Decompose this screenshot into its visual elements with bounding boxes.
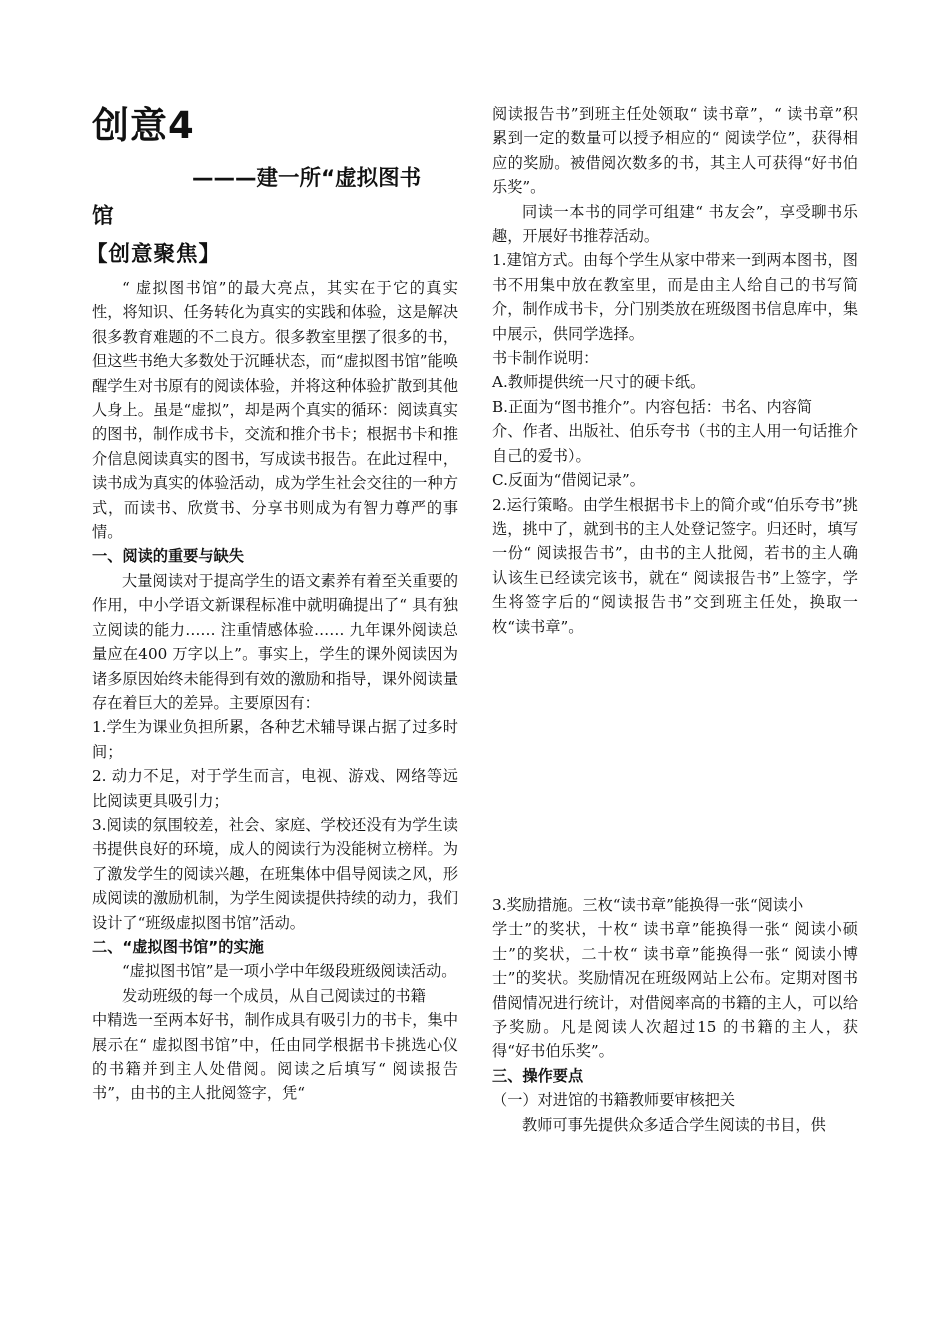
page-title: 创意4 [92, 104, 195, 147]
paragraph: 学士”的奖状，十枚“ 读书章”能换得一张“ 阅读小硕士”的奖状，二十枚“ 读书章”能换得一张“ 阅读小博士”的奖状。奖励情况在班级网站上公布。定期对图书借阅情况进行统计，对借阅率高的书籍的主人，可以给予奖励。凡是阅读人次超过15 的书籍的主人，获得“好书伯乐奖”。 [492, 920, 858, 1061]
list-item: 3.阅读的氛围较差，社会、家庭、学校还没有为学生读书提供良好的环境，成人的阅读行为没能树立榜样。为了激发学生的阅读兴趣，在班集体中倡导阅读之风，形成阅读的激励机制，为学生阅读提供持续的动力，我们设计了“班级虚拟图书馆”活动。 [92, 815, 458, 932]
subtitle-line-1: ———建一所“虚拟图书 [192, 166, 422, 191]
paragraph: 发动班级的每一个成员，从自己阅读过的书籍 [122, 986, 426, 1005]
section-heading-1: 一、阅读的重要与缺失 [92, 547, 244, 566]
sub-heading: （一）对进馆的书籍教师要审核把关 [492, 1091, 735, 1110]
focus-heading: 【创意聚焦】 [86, 242, 222, 267]
paragraph: 同读一本书的同学可组建“ 书友会”，享受聊书乐趣，开展好书推荐活动。 [492, 202, 858, 246]
left-column [86, 96, 458, 1106]
list-item: 1.学生为课业负担所累，各种艺术辅导课占据了过多时间； [92, 718, 458, 761]
paragraph: “虚拟图书馆”是一项小学中年级段班级阅读活动。 [122, 962, 457, 981]
paragraph: 介、作者、出版社、伯乐夸书（书的主人用一句话推介自己的爱书）。 [492, 422, 858, 465]
paragraph: 中精选一至两本好书，制作成具有吸引力的书卡，集中展示在“ 虚拟图书馆”中，任由同学根据书卡挑选心仪的书籍并到主人处借阅。阅读之后填写“ 阅读报告书”，由书的主人批阅签字，凭“ [92, 1011, 458, 1103]
paragraph: 书卡制作说明： [492, 349, 599, 368]
paragraph: 1.建馆方式。由每个学生从家中带来一到两本图书，图书不用集中放在教室里，而是由主人给自己的书写简介，制作成书卡，分门别类放在班级图书信息库中，集中展示，供同学选择。 [492, 251, 858, 343]
paragraph: B.正面为“图书推介”。内容包括：书名、内容简 [492, 397, 813, 416]
paragraph: “ 虚拟图书馆”的最大亮点，其实在于它的真实性，将知识、任务转化为真实的实践和体验，这是解决很多教育难题的不二良方。很多教室里摆了很多的书，但这些书绝大多数处于沉睡状态，而“虚拟图书馆”能唤醒学生对书原有的阅读体验，并将这种体验扩散到其他人身上。虽是“虚拟”，却是两个真实的循环：阅读真实的图书，制作成书卡，交流和推介书卡；根据书卡和推介信息阅读真实的图书，写成读书报告。在此过程中，读书成为真实的体验活动，成为学生社会交往的一种方式，而读书、欣赏书、分享书则成为有智力尊严的事情。 [92, 279, 458, 542]
paragraph: 教师可事先提供众多适合学生阅读的书目，供 [522, 1115, 826, 1134]
blank-space [492, 639, 858, 893]
paragraph: A.教师提供统一尺寸的硬卡纸。 [492, 373, 706, 392]
section-heading-2: 二、“虚拟图书馆”的实施 [92, 937, 264, 956]
section-heading-3: 三、操作要点 [492, 1066, 584, 1085]
paragraph: 3.奖励措施。三枚“读书章”能换得一张“阅读小 [492, 895, 804, 914]
paragraph: C.反面为“借阅记录”。 [492, 471, 645, 490]
list-item: 2. 动力不足，对于学生而言，电视、游戏、网络等远比阅读更具吸引力； [92, 767, 458, 810]
page-subtitle [92, 160, 458, 236]
paragraph: 2.运行策略。由学生根据书卡上的简介或“伯乐夸书”挑选，挑中了，就到书的主人处登记签字。归还时，填写一份“ 阅读报告书”，由书的主人批阅，若书的主人确认该生已经读完该书，就在“ 阅读报告书”上签字，学生将签字后的“阅读报告书”交到班主任处，换取一枚“读书章”。 [492, 495, 858, 636]
subtitle-line-2: 馆 [92, 204, 114, 229]
paragraph: 大量阅读对于提高学生的语文素养有着至关重要的作用，中小学语文新课程标准中就明确提出了“ 具有独立阅读的能力…… 注重情感体验…… 九年课外阅读总量应在400 万字以上”。事实上，学生的课外阅读因为诸多原因始终未能得到有效的激励和指导，课外阅读量存在着巨大的差异。主要原因有： [92, 571, 458, 712]
paragraph: 阅读报告书”到班主任处领取“ 读书章”，“ 读书章”积累到一定的数量可以授予相应的“ 阅读学位”，获得相应的奖励。被借阅次数多的书，其主人可获得“好书伯乐奖”。 [492, 105, 858, 197]
right-column [492, 102, 858, 1137]
